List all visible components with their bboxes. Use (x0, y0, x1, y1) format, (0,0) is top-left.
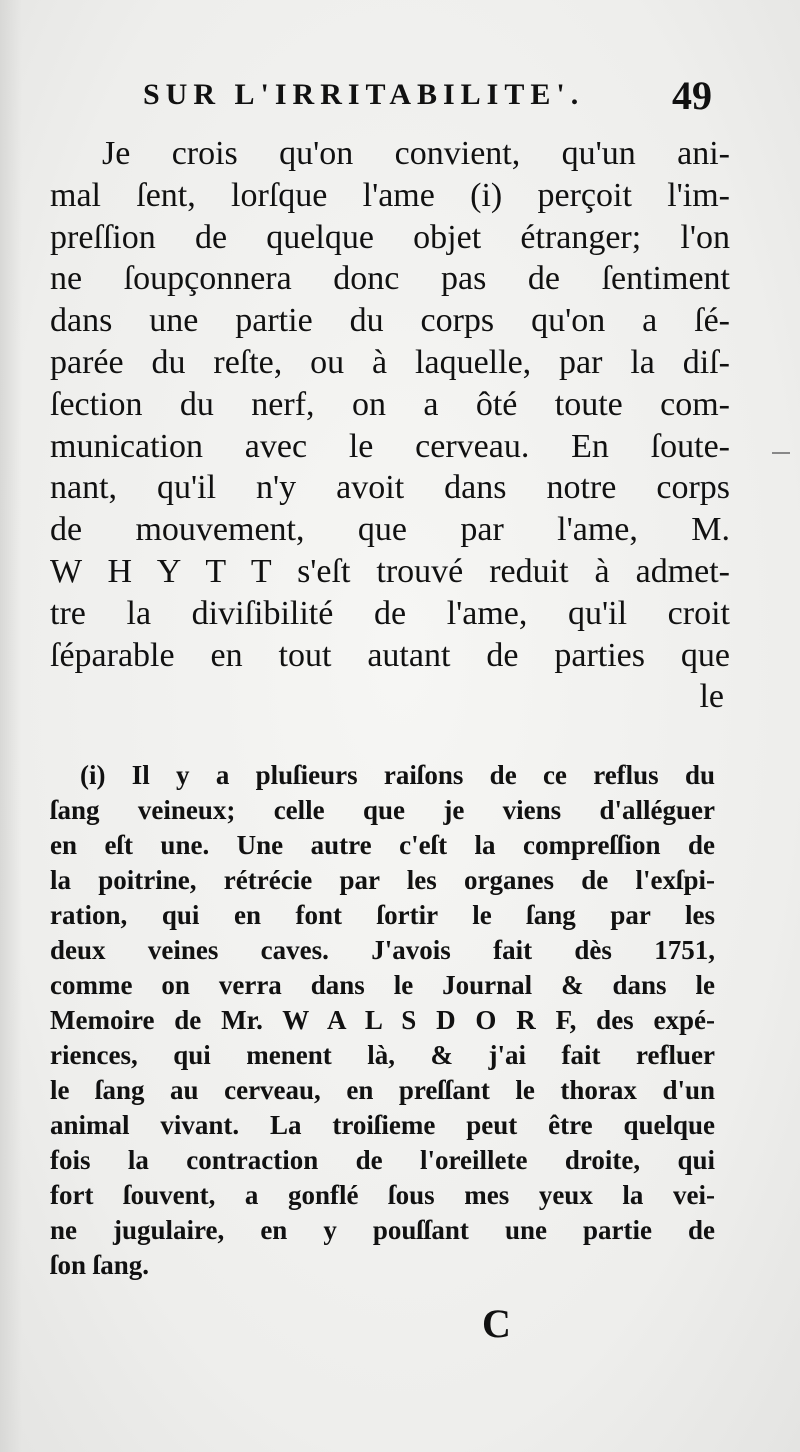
page-header (0, 70, 800, 120)
footnote-line: le ſang au cerveau, en preſſant le thorax d'un (50, 1075, 715, 1105)
page-gutter-shadow (0, 0, 22, 1452)
body-line: munication avec le cerveau. En ſoute- (50, 427, 730, 465)
running-head: SUR L'IRRITABILITE'. (143, 78, 585, 111)
footnote-line: en eſt une. Une autre c'eſt la compreſſion de (50, 830, 715, 860)
footnote-line: ration, qui en font ſortir le ſang par les (50, 900, 715, 930)
footnote-line: ſang veineux; celle que je viens d'alléguer (50, 795, 715, 825)
body-line: de mouvement, que par l'ame, M. (50, 511, 730, 549)
body-line: ſection du nerf, on a ôté toute com- (50, 385, 730, 423)
catchword: le (699, 678, 724, 716)
footnote-line: ne jugulaire, en y pouſſant une partie de (50, 1215, 715, 1245)
footnote-line: comme on verra dans le Journal & dans le (50, 970, 715, 1000)
body-line: dans une partie du corps qu'on a ſé- (50, 302, 730, 340)
footnote-line: fois la contraction de l'oreillete droite, qui (50, 1145, 715, 1175)
footnote-line: riences, qui menent là, & j'ai fait refluer (50, 1040, 715, 1070)
body-line: tre la diviſibilité de l'ame, qu'il croit (50, 594, 730, 632)
page-number: 49 (672, 73, 712, 118)
footnote-line: (i) Il y a pluſieurs raiſons de ce reflus du (80, 760, 715, 790)
body-line: preſſion de quelque objet étranger; l'on (50, 218, 730, 256)
body-line: ſéparable en tout autant de parties que (50, 636, 730, 674)
footnote-block (50, 758, 715, 1283)
main-text-block (50, 133, 730, 718)
body-line: ne ſoupçonnera donc pas de ſentiment (50, 260, 730, 298)
body-line: Je crois qu'on convient, qu'un ani- (102, 135, 730, 172)
margin-tick (772, 452, 790, 454)
body-line: W H Y T T s'eſt trouvé reduit à admet- (50, 552, 730, 590)
footnote-line: animal vivant. La troiſieme peut être quelque (50, 1110, 715, 1140)
body-line: mal ſent, lorſque l'ame (i) perçoit l'im- (50, 176, 730, 214)
footnote-line: la poitrine, rétrécie par les organes de l'exſpi- (50, 865, 715, 895)
footnote-line: ſon ſang. (50, 1250, 150, 1280)
footnote-line: Memoire de Mr. W A L S D O R F, des expé- (50, 1005, 715, 1035)
signature-mark: C (482, 1301, 511, 1346)
body-line: nant, qu'il n'y avoit dans notre corps (50, 469, 730, 507)
footnote-line: deux veines caves. J'avois fait dès 1751, (50, 935, 715, 965)
body-line: parée du reſte, ou à laquelle, par la diſ- (50, 343, 730, 381)
footnote-line: fort ſouvent, a gonflé ſous mes yeux la vei- (50, 1180, 715, 1210)
